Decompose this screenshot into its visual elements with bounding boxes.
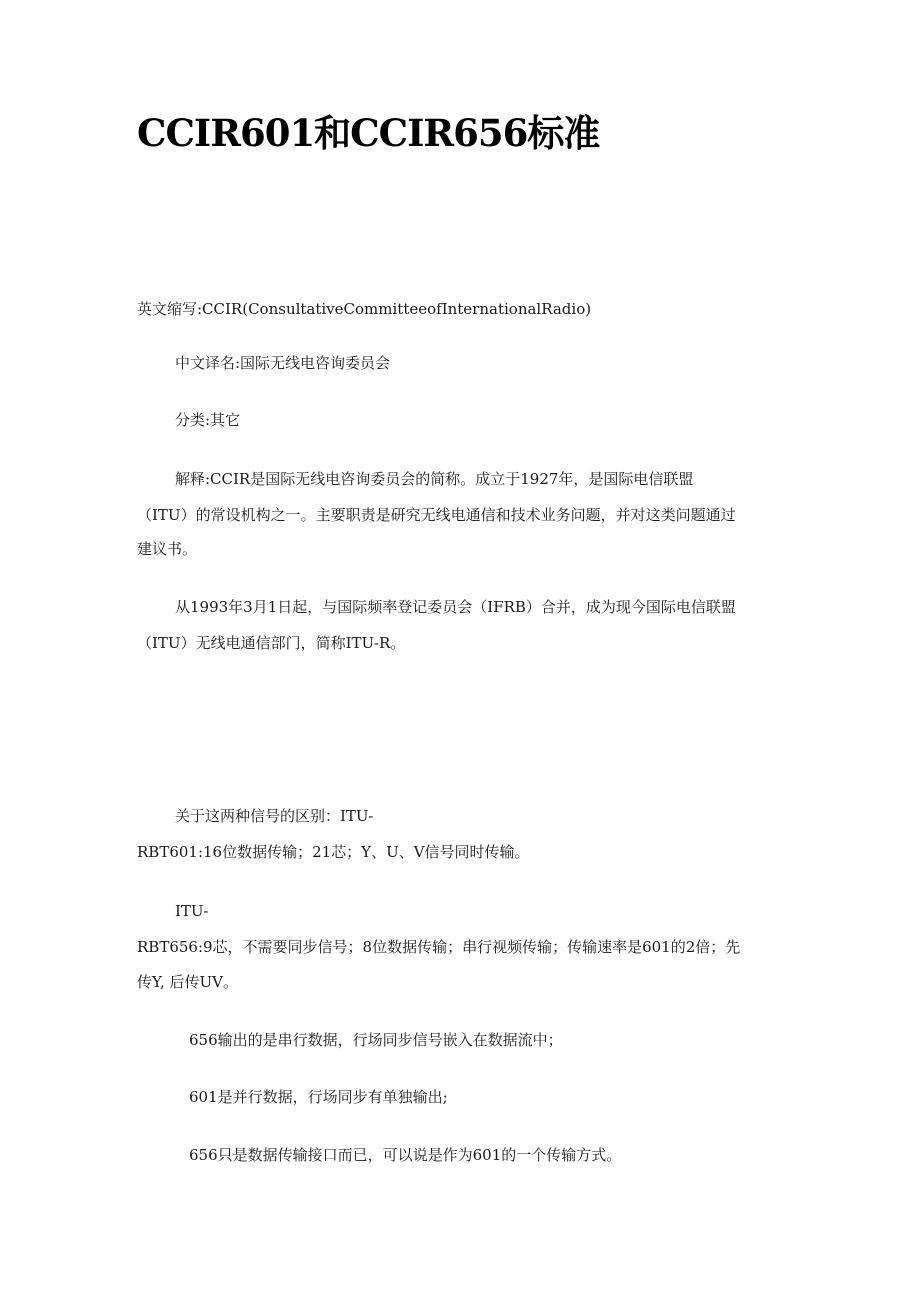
explanation-line-1: 解释:CCIR是国际无线电咨询委员会的简称。成立于1927年，是国际电信联盟 — [175, 470, 694, 488]
explanation-line-2: （ITU）的常设机构之一。主要职责是研究无线电通信和技术业务问题，并对这类问题通过 — [137, 506, 736, 524]
note-interface: 656只是数据传输接口而已，可以说是作为601的一个传输方式。 — [189, 1146, 622, 1164]
difference-601: RBT601:16位数据传输；21芯；Y、U、V信号同时传输。 — [137, 843, 530, 861]
itu-label: ITU- — [175, 902, 209, 920]
chinese-name: 中文译名:国际无线电咨询委员会 — [175, 354, 391, 372]
english-abbreviation: 英文缩写:CCIR(ConsultativeCommitteeofInternationalRadio) — [137, 300, 592, 318]
document-title: CCIR601和CCIR656标准 — [137, 111, 600, 155]
difference-intro: 关于这两种信号的区别：ITU- — [175, 807, 374, 825]
difference-656-line-1: RBT656:9芯，不需要同步信号；8位数据传输；串行视频传输；传输速率是601的2倍；先 — [137, 938, 741, 956]
category: 分类:其它 — [175, 411, 241, 429]
note-656-serial: 656输出的是串行数据，行场同步信号嵌入在数据流中； — [189, 1031, 563, 1049]
history-line-2: （ITU）无线电通信部门，简称ITU-R。 — [137, 634, 406, 652]
history-line-1: 从1993年3月1日起，与国际频率登记委员会（IFRB）合并，成为现今国际电信联盟 — [175, 598, 736, 616]
difference-656-line-2: 传Y, 后传UV。 — [137, 973, 238, 991]
explanation-line-3: 建议书。 — [137, 540, 198, 558]
note-601-parallel: 601是并行数据，行场同步有单独输出; — [189, 1088, 448, 1106]
